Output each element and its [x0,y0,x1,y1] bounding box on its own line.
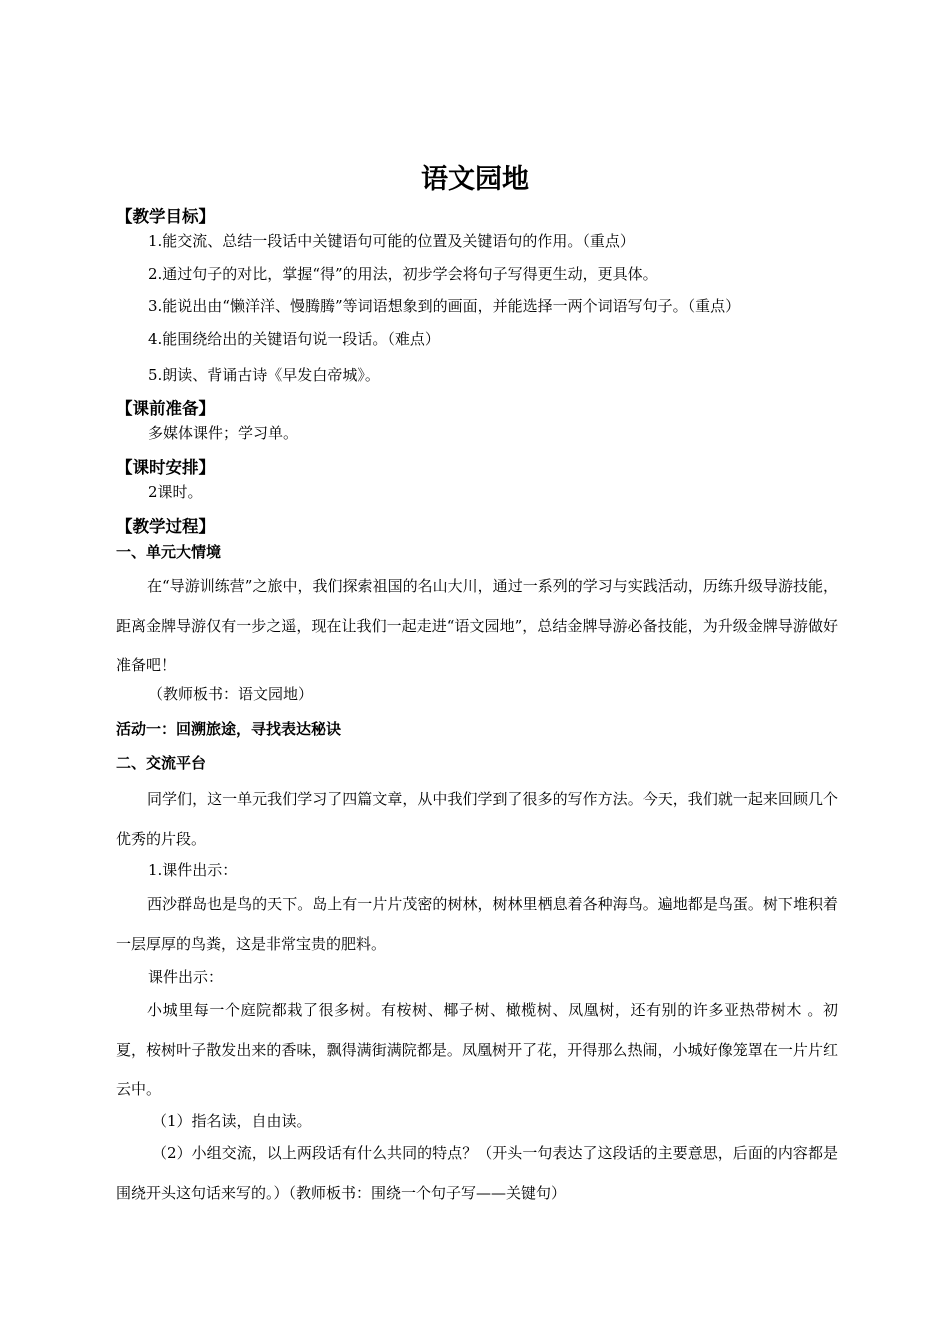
section1-paragraph: 在“导游训练营”之旅中，我们探索祖国的名山大川，通过一系列的学习与实践活动，历练升级导游技能，距离金牌导游仅有一步之遥，现在让我们一起走进“语文园地”，总结金牌导游必备技能，为升级金牌导游做好准备吧！ [116,577,838,674]
page-title: 语文园地 [421,164,529,195]
step-2: （2）小组交流，以上两段话有什么共同的特点？（开头一句表达了这段话的主要意思，后面的内容都是围绕开头这句话来写的。）（教师板书：围绕一个句子写——关键句） [116,1144,838,1202]
preparation-heading: 【课前准备】 [116,399,215,418]
objective-item: 4.能围绕给出的关键语句说一段话。（难点） [148,330,440,348]
section2-paragraph: 同学们，这一单元我们学习了四篇文章，从中我们学到了很多的写作方法。今天，我们就一起来回顾几个优秀的片段。 [116,790,838,848]
courseware-text-2: 小城里每一个庭院都栽了很多树。有桉树、椰子树、橄榄树、凤凰树，还有别的许多亚热带树木 。初夏，桉树叶子散发出来的香味，飘得满街满院都是。凤凰树开了花，开得那么热闹，小城好像笼罩在一片片红云中。 [116,1001,838,1098]
section1-title: 一、单元大情境 [116,543,222,561]
step-1: （1）指名读，自由读。 [152,1112,312,1130]
preparation-text: 多媒体课件；学习单。 [148,424,299,442]
schedule-heading: 【课时安排】 [116,458,215,477]
board-note: （教师板书：语文园地） [148,685,314,703]
process-heading: 【教学过程】 [116,517,215,536]
objective-item: 3.能说出由“懒洋洋、慢腾腾”等词语想象到的画面，并能选择一两个词语写句子。（重点） [148,297,741,315]
objective-item: 2.通过句子的对比，掌握“得”的用法，初步学会将句子写得更生动，更具体。 [148,265,658,283]
objective-item: 1.能交流、总结一段话中关键语句可能的位置及关键语句的作用。（重点） [148,232,635,250]
activity-title: 活动一：回溯旅途，寻找表达秘诀 [116,720,342,738]
courseware-label-1: 1.课件出示： [148,861,238,879]
schedule-text: 2课时。 [148,483,203,501]
courseware-text-1: 西沙群岛也是鸟的天下。岛上有一片片茂密的树林，树林里栖息着各种海鸟。遍地都是鸟蛋。树下堆积着一层厚厚的鸟粪，这是非常宝贵的肥料。 [116,895,838,953]
section2-title: 二、交流平台 [116,754,207,772]
courseware-label-2: 课件出示： [148,968,224,986]
objectives-heading: 【教学目标】 [116,207,215,226]
objective-item: 5.朗读、背诵古诗《早发白帝城》。 [148,366,380,384]
